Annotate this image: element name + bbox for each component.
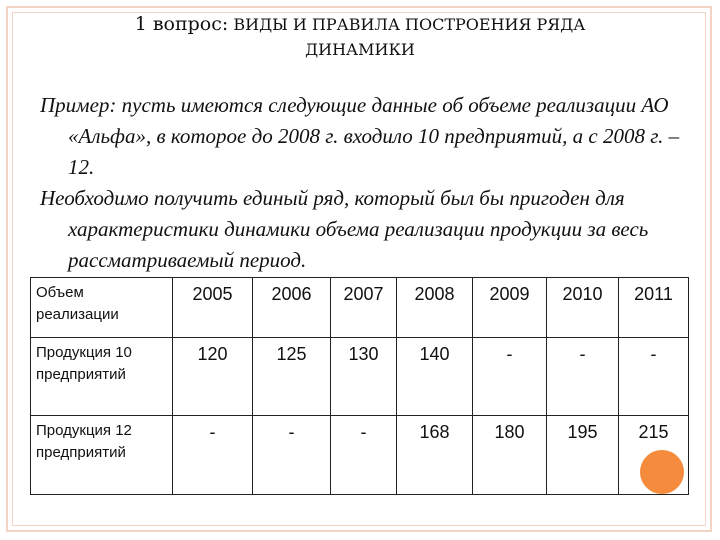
- year-cell: 2009: [473, 278, 547, 338]
- title-lead: 1 вопрос:: [134, 13, 229, 35]
- year-cell: 2006: [253, 278, 331, 338]
- value-cell: -: [253, 416, 331, 495]
- task-paragraph: Необходимо получить единый ряд, который был бы пригоден для характеристики динамики объема реализации продукции за весь рассматриваемый период.: [40, 186, 649, 272]
- year-cell: 2010: [547, 278, 619, 338]
- value-cell: 140: [397, 338, 473, 416]
- value-cell: 125: [253, 338, 331, 416]
- value-cell: 168: [397, 416, 473, 495]
- row-label: Продукция 12 предприятий: [31, 416, 173, 495]
- year-cell: 2011: [619, 278, 689, 338]
- year-cell: 2007: [331, 278, 397, 338]
- value-cell: 215: [619, 416, 689, 495]
- body-text: [40, 90, 700, 276]
- title-line-2: ДИНАМИКИ: [305, 40, 415, 59]
- value-cell: -: [547, 338, 619, 416]
- title-rest: ВИДЫ И ПРАВИЛА ПОСТРОЕНИЯ РЯДА: [228, 15, 586, 34]
- example-paragraph: Пример: пусть имеются следующие данные об объеме реализации АО «Альфа», в которое до 2008 г. входило 10 предприятий, а с 2008 г. – 12.: [40, 93, 680, 179]
- decorative-circle: [640, 450, 684, 494]
- value-cell: 120: [173, 338, 253, 416]
- slide-title: [20, 12, 700, 62]
- title-line-1: [20, 12, 700, 37]
- table-row: [31, 338, 689, 416]
- row-label: Продукция 10 предприятий: [31, 338, 173, 416]
- value-cell: -: [619, 338, 689, 416]
- value-cell: -: [331, 416, 397, 495]
- value-cell: -: [173, 416, 253, 495]
- value-cell: 195: [547, 416, 619, 495]
- table-row: [31, 416, 689, 495]
- sales-table: [30, 277, 689, 495]
- value-cell: 180: [473, 416, 547, 495]
- table-header-row: [31, 278, 689, 338]
- value-cell: -: [473, 338, 547, 416]
- header-label: Объем реализации: [31, 278, 173, 338]
- year-cell: 2008: [397, 278, 473, 338]
- value-cell: 130: [331, 338, 397, 416]
- year-cell: 2005: [173, 278, 253, 338]
